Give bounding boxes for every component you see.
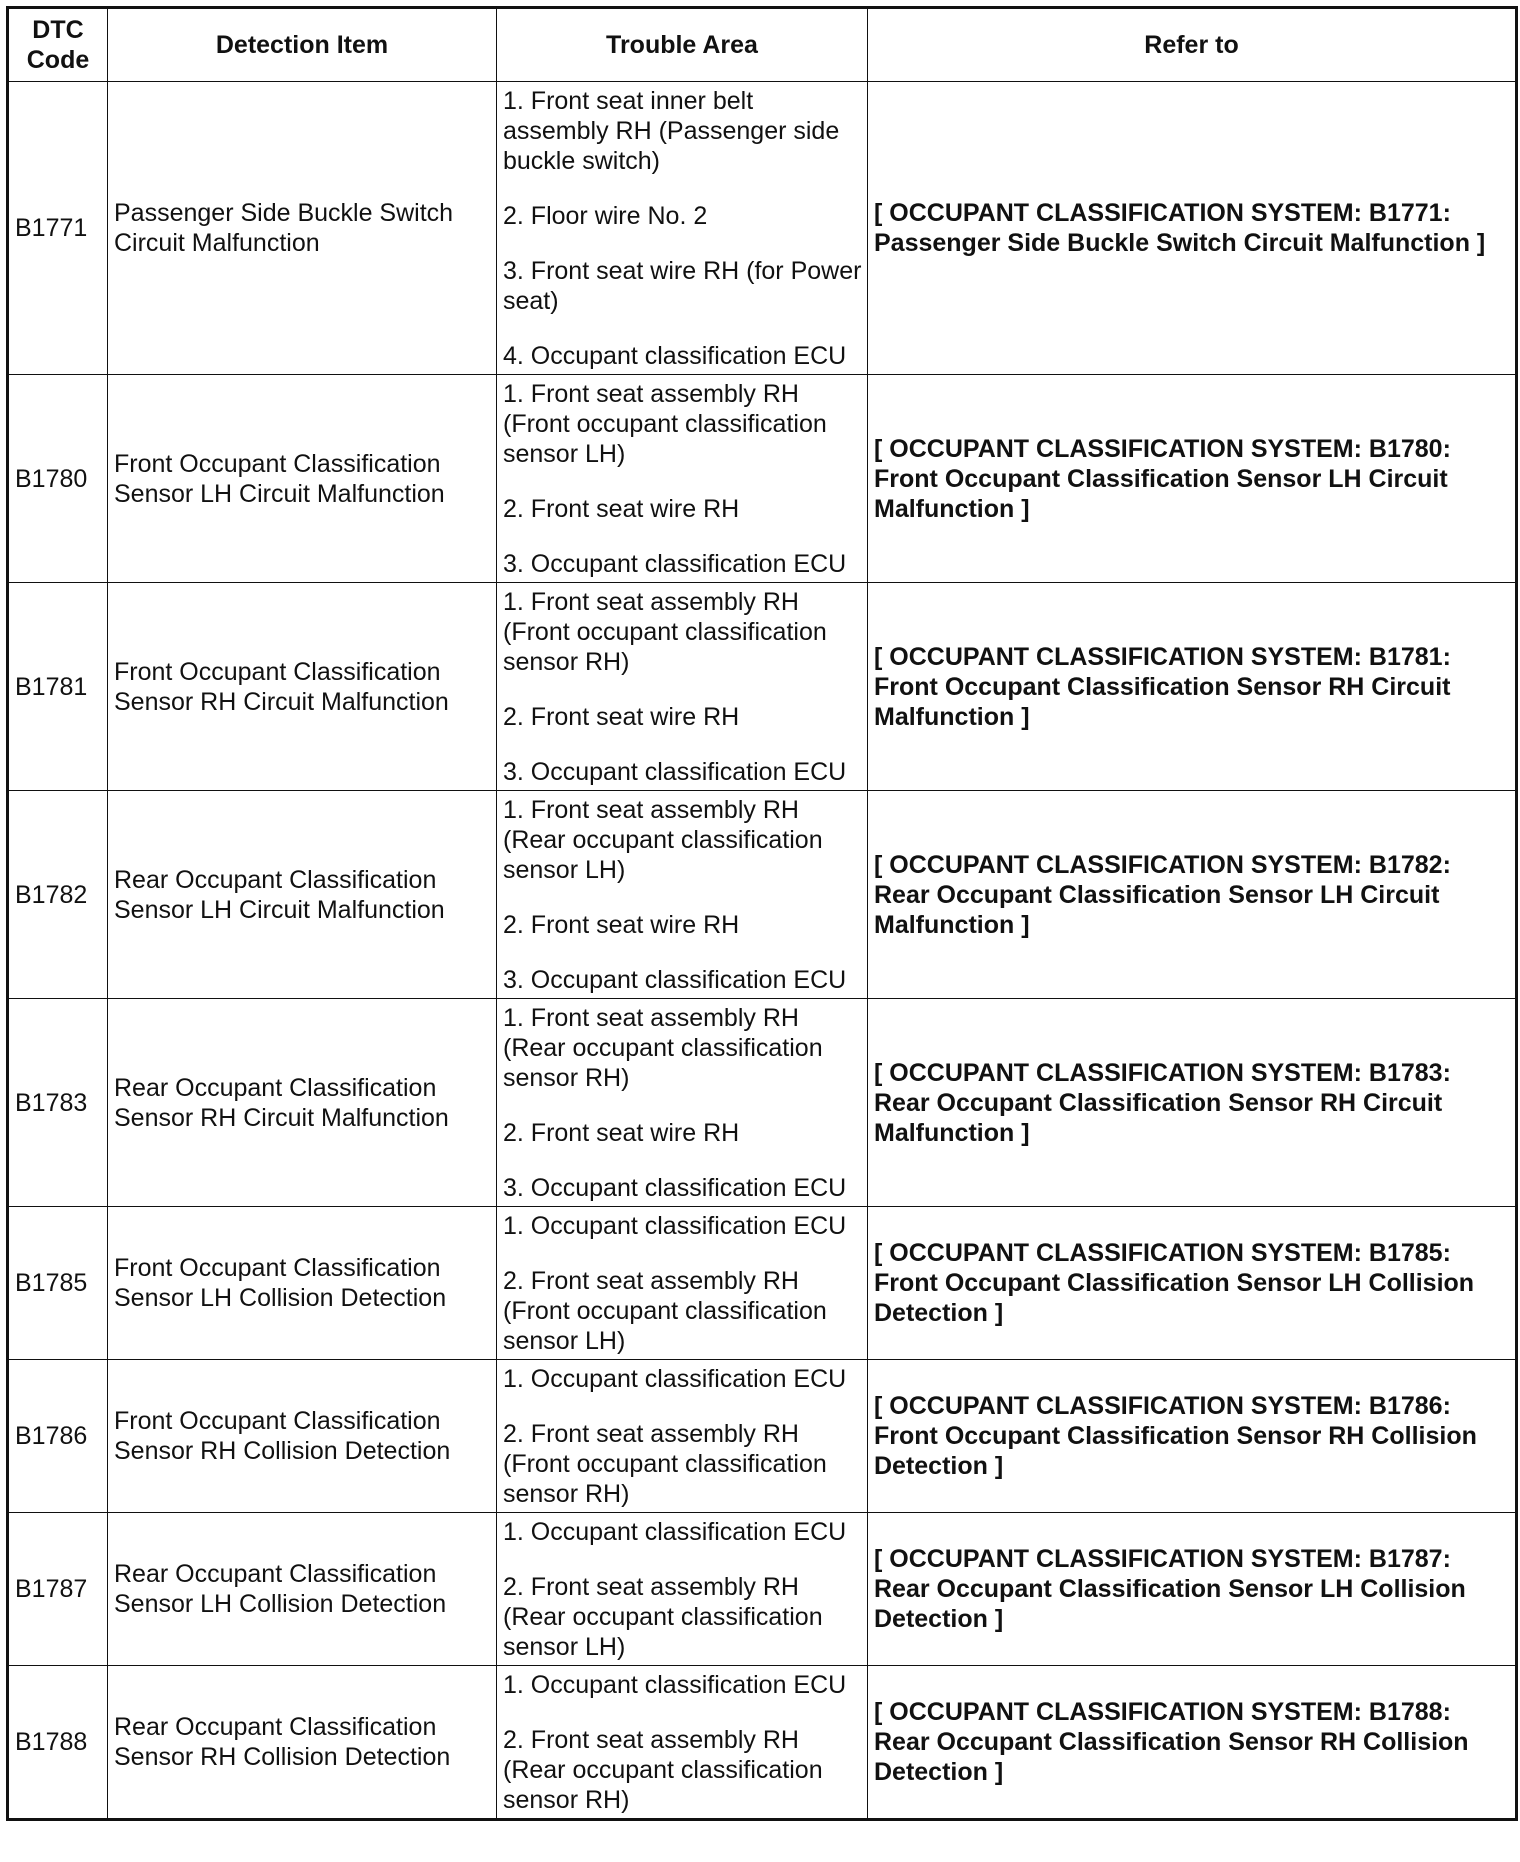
trouble-area-line: 4. Occupant classification ECU <box>503 341 847 370</box>
detection-item-cell: Rear Occupant Classification Sensor RH Circuit Malfunction <box>108 999 497 1207</box>
dtc-code-cell: B1781 <box>8 583 108 791</box>
header-trouble-area: Trouble Area <box>497 8 868 82</box>
header-refer-to: Refer to <box>868 8 1517 82</box>
trouble-area-line: 1. Occupant classification ECU <box>503 1517 847 1546</box>
detection-item-cell: Front Occupant Classification Sensor LH Circuit Malfunction <box>108 375 497 583</box>
table-row <box>8 82 1517 375</box>
dtc-code-cell: B1771 <box>8 82 108 375</box>
detection-item-cell: Rear Occupant Classification Sensor LH Circuit Malfunction <box>108 791 497 999</box>
dtc-code-cell: B1782 <box>8 791 108 999</box>
trouble-area-line: 1. Front seat assembly RH (Rear occupant classification sensor LH) <box>503 795 823 884</box>
detection-item-cell: Front Occupant Classification Sensor LH Collision Detection <box>108 1207 497 1360</box>
trouble-area-line: 3. Occupant classification ECU <box>503 549 847 578</box>
trouble-area-line: 2. Front seat wire RH <box>503 702 740 731</box>
trouble-area-line: 2. Front seat assembly RH (Rear occupant classification sensor LH) <box>503 1572 823 1661</box>
refer-to-link[interactable]: [ OCCUPANT CLASSIFICATION SYSTEM: B1783: Rear Occupant Classification Sensor RH Circuit Malfunction ] <box>868 999 1517 1207</box>
refer-to-link[interactable]: [ OCCUPANT CLASSIFICATION SYSTEM: B1785: Front Occupant Classification Sensor LH Collision Detection ] <box>868 1207 1517 1360</box>
trouble-area-line: 2. Front seat wire RH <box>503 910 740 939</box>
dtc-code-cell: B1788 <box>8 1666 108 1820</box>
dtc-table <box>6 6 1518 1821</box>
trouble-area-cell <box>497 1207 868 1360</box>
table-row <box>8 583 1517 791</box>
trouble-area-line: 1. Front seat assembly RH (Rear occupant classification sensor RH) <box>503 1003 823 1092</box>
dtc-code-cell: B1786 <box>8 1360 108 1513</box>
dtc-code-cell: B1785 <box>8 1207 108 1360</box>
table-row <box>8 1513 1517 1666</box>
header-dtc-code: DTC Code <box>8 8 108 82</box>
table-row <box>8 1360 1517 1513</box>
dtc-code-cell: B1780 <box>8 375 108 583</box>
trouble-area-cell <box>497 791 868 999</box>
header-detection-item: Detection Item <box>108 8 497 82</box>
trouble-area-line: 1. Occupant classification ECU <box>503 1364 847 1393</box>
refer-to-link[interactable]: [ OCCUPANT CLASSIFICATION SYSTEM: B1782: Rear Occupant Classification Sensor LH Circuit Malfunction ] <box>868 791 1517 999</box>
trouble-area-line: 2. Front seat assembly RH (Front occupant classification sensor RH) <box>503 1419 827 1508</box>
trouble-area-line: 1. Occupant classification ECU <box>503 1670 847 1699</box>
trouble-area-cell <box>497 1666 868 1820</box>
trouble-area-cell <box>497 583 868 791</box>
trouble-area-line: 3. Occupant classification ECU <box>503 965 847 994</box>
table-row <box>8 1207 1517 1360</box>
trouble-area-line: 1. Front seat inner belt assembly RH (Passenger side buckle switch) <box>503 86 840 175</box>
trouble-area-line: 1. Front seat assembly RH (Front occupant classification sensor RH) <box>503 587 827 676</box>
dtc-code-cell: B1787 <box>8 1513 108 1666</box>
trouble-area-cell <box>497 82 868 375</box>
trouble-area-line: 2. Front seat wire RH <box>503 494 740 523</box>
trouble-area-line: 3. Front seat wire RH (for Power seat) <box>503 256 862 315</box>
trouble-area-line: 2. Front seat wire RH <box>503 1118 740 1147</box>
detection-item-cell: Front Occupant Classification Sensor RH Collision Detection <box>108 1360 497 1513</box>
trouble-area-line: 3. Occupant classification ECU <box>503 1173 847 1202</box>
trouble-area-cell <box>497 999 868 1207</box>
table-row <box>8 791 1517 999</box>
dtc-code-cell: B1783 <box>8 999 108 1207</box>
detection-item-cell: Rear Occupant Classification Sensor RH Collision Detection <box>108 1666 497 1820</box>
refer-to-link[interactable]: [ OCCUPANT CLASSIFICATION SYSTEM: B1780: Front Occupant Classification Sensor LH Circuit Malfunction ] <box>868 375 1517 583</box>
trouble-area-line: 1. Front seat assembly RH (Front occupant classification sensor LH) <box>503 379 827 468</box>
refer-to-link[interactable]: [ OCCUPANT CLASSIFICATION SYSTEM: B1788: Rear Occupant Classification Sensor RH Collision Detection ] <box>868 1666 1517 1820</box>
refer-to-link[interactable]: [ OCCUPANT CLASSIFICATION SYSTEM: B1786: Front Occupant Classification Sensor RH Collision Detection ] <box>868 1360 1517 1513</box>
detection-item-cell: Passenger Side Buckle Switch Circuit Malfunction <box>108 82 497 375</box>
detection-item-cell: Front Occupant Classification Sensor RH Circuit Malfunction <box>108 583 497 791</box>
trouble-area-line: 1. Occupant classification ECU <box>503 1211 847 1240</box>
trouble-area-cell <box>497 1513 868 1666</box>
refer-to-link[interactable]: [ OCCUPANT CLASSIFICATION SYSTEM: B1771: Passenger Side Buckle Switch Circuit Malfunction ] <box>868 82 1517 375</box>
trouble-area-line: 3. Occupant classification ECU <box>503 757 847 786</box>
refer-to-link[interactable]: [ OCCUPANT CLASSIFICATION SYSTEM: B1781: Front Occupant Classification Sensor RH Circuit Malfunction ] <box>868 583 1517 791</box>
table-row <box>8 375 1517 583</box>
table-header-row <box>8 8 1517 82</box>
detection-item-cell: Rear Occupant Classification Sensor LH Collision Detection <box>108 1513 497 1666</box>
trouble-area-line: 2. Front seat assembly RH (Rear occupant classification sensor RH) <box>503 1725 823 1814</box>
refer-to-link[interactable]: [ OCCUPANT CLASSIFICATION SYSTEM: B1787: Rear Occupant Classification Sensor LH Collision Detection ] <box>868 1513 1517 1666</box>
table-row <box>8 1666 1517 1820</box>
trouble-area-line: 2. Front seat assembly RH (Front occupant classification sensor LH) <box>503 1266 827 1355</box>
table-row <box>8 999 1517 1207</box>
trouble-area-line: 2. Floor wire No. 2 <box>503 201 708 230</box>
trouble-area-cell <box>497 1360 868 1513</box>
trouble-area-cell <box>497 375 868 583</box>
